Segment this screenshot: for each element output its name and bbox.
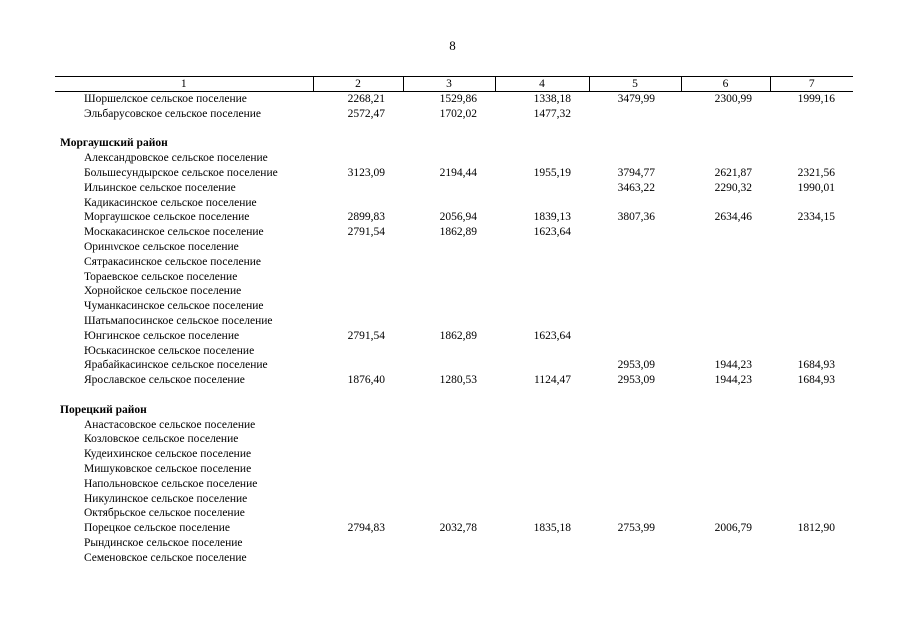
- value-cell-col-3: [403, 284, 495, 299]
- value-cell-col-7: [770, 240, 853, 255]
- value-cell-col-5: [589, 506, 681, 521]
- value-cell-col-3: [403, 506, 495, 521]
- value-cell-col-4: 1835,18: [533, 522, 571, 535]
- value-cell-col-5: [589, 447, 681, 462]
- value-cell-col-5: [589, 477, 681, 492]
- value-cell-col-6: [681, 418, 770, 433]
- value-cell-col-7: [770, 299, 853, 314]
- value-cell-col-6: [681, 477, 770, 492]
- page-number: 8: [449, 38, 456, 53]
- column-header: 4: [495, 77, 589, 92]
- value-cell-col-2: [313, 358, 403, 373]
- value-cell-col-2: [313, 299, 403, 314]
- value-cell-col-6: [681, 196, 770, 211]
- table-row: [55, 418, 853, 433]
- value-cell-col-6: [681, 506, 770, 521]
- spacer-row: [55, 388, 853, 403]
- value-cell-col-3: [403, 344, 495, 359]
- value-cell-col-5: [589, 462, 681, 477]
- value-cell-col-5: [589, 551, 681, 566]
- value-cell-col-7: [770, 432, 853, 447]
- settlement-name: Хорнойское сельское поселение: [84, 285, 242, 298]
- value-cell-col-6: [681, 551, 770, 566]
- value-cell-col-4: 1839,13: [533, 211, 571, 224]
- value-cell-col-7: 2321,56: [797, 166, 835, 179]
- value-cell-col-2: [313, 506, 403, 521]
- value-cell-col-2: [313, 477, 403, 492]
- value-cell-col-3: [403, 314, 495, 329]
- value-cell-col-4: [495, 447, 589, 462]
- value-cell-col-7: [770, 196, 853, 211]
- value-cell-col-4: [495, 492, 589, 507]
- table-row: [55, 358, 853, 373]
- value-cell-col-5: [589, 329, 681, 344]
- spacer-cell: [55, 122, 853, 137]
- value-cell-col-2: 2572,47: [347, 107, 385, 120]
- settlement-name: Юнгинское сельское поселение: [84, 329, 240, 342]
- value-cell-col-3: [403, 551, 495, 566]
- settlement-name: Ярославское сельское поселение: [84, 374, 245, 387]
- value-cell-col-6: [681, 314, 770, 329]
- value-cell-col-3: [403, 432, 495, 447]
- table-header-row: [55, 77, 853, 92]
- value-cell-col-6: 2006,79: [714, 522, 752, 535]
- value-cell-col-2: 2899,83: [347, 211, 385, 224]
- settlement-name: Кадикасинское сельское поселение: [84, 196, 257, 209]
- settlement-name: Шатьмапосинское сельское поселение: [84, 314, 273, 327]
- value-cell-col-6: 2634,46: [714, 211, 752, 224]
- table-row: [55, 225, 853, 240]
- value-cell-col-4: [495, 462, 589, 477]
- settlement-name: Сятракасинское сельское поселение: [84, 255, 261, 268]
- value-cell-col-6: [681, 240, 770, 255]
- value-cell-col-6: [681, 107, 770, 122]
- settlement-name: Юськасинское сельское поселение: [84, 344, 255, 357]
- value-cell-col-3: [403, 358, 495, 373]
- table-row: [55, 462, 853, 477]
- value-cell-col-3: [403, 477, 495, 492]
- value-cell-col-3: [403, 240, 495, 255]
- settlement-name: Рындинское сельское поселение: [84, 536, 243, 549]
- value-cell-col-6: 2290,32: [714, 181, 752, 194]
- value-cell-col-2: [313, 418, 403, 433]
- value-cell-col-6: [681, 284, 770, 299]
- table-row: [55, 329, 853, 344]
- settlement-name: Октябрьское сельское поселение: [84, 507, 245, 520]
- value-cell-col-3: [403, 299, 495, 314]
- table-row: [55, 210, 853, 225]
- value-cell-col-6: [681, 151, 770, 166]
- value-cell-col-2: [313, 181, 403, 196]
- value-cell-col-2: [313, 447, 403, 462]
- value-cell-col-2: [313, 462, 403, 477]
- table-row: [55, 240, 853, 255]
- value-cell-col-4: [495, 432, 589, 447]
- value-cell-col-2: 3123,09: [347, 166, 385, 179]
- value-cell-col-5: [589, 225, 681, 240]
- value-cell-col-7: [770, 536, 853, 551]
- value-cell-col-7: 1990,01: [797, 181, 835, 194]
- value-cell-col-4: [495, 299, 589, 314]
- value-cell-col-2: 1876,40: [347, 374, 385, 387]
- value-cell-col-2: [313, 240, 403, 255]
- value-cell-col-5: 2953,09: [617, 374, 655, 387]
- table-row: [55, 270, 853, 285]
- value-cell-col-5: [589, 196, 681, 211]
- value-cell-col-2: [313, 551, 403, 566]
- value-cell-col-2: 2791,54: [347, 329, 385, 342]
- value-cell-col-5: [589, 151, 681, 166]
- value-cell-col-6: 1944,23: [714, 359, 752, 372]
- table-row: [55, 506, 853, 521]
- value-cell-col-4: [495, 418, 589, 433]
- value-cell-col-4: [495, 344, 589, 359]
- value-cell-col-7: 1812,90: [797, 522, 835, 535]
- table-row: [55, 447, 853, 462]
- value-cell-col-3: 1862,89: [439, 329, 477, 342]
- value-cell-col-5: [589, 299, 681, 314]
- column-header: 3: [403, 77, 495, 92]
- table-body: [55, 92, 853, 566]
- value-cell-col-4: 1623,64: [533, 329, 571, 342]
- value-cell-col-4: [495, 536, 589, 551]
- value-cell-col-2: [313, 536, 403, 551]
- value-cell-col-6: [681, 432, 770, 447]
- value-cell-col-6: [681, 225, 770, 240]
- value-cell-col-4: 1623,64: [533, 226, 571, 239]
- district-heading: Порецкий район: [60, 403, 147, 416]
- value-cell-col-7: 1999,16: [797, 93, 835, 105]
- value-cell-col-6: [681, 447, 770, 462]
- value-cell-col-2: [313, 255, 403, 270]
- value-cell-col-5: [589, 314, 681, 329]
- value-cell-col-6: 1944,23: [714, 374, 752, 387]
- table-row: [55, 166, 853, 181]
- value-cell-col-5: [589, 492, 681, 507]
- value-cell-col-3: [403, 151, 495, 166]
- column-header: 1: [55, 77, 313, 92]
- value-cell-col-2: 2794,83: [347, 522, 385, 535]
- table-row: [55, 151, 853, 166]
- table-row: [55, 284, 853, 299]
- table-row: [55, 299, 853, 314]
- value-cell-col-7: [770, 344, 853, 359]
- value-cell-col-2: [313, 344, 403, 359]
- value-cell-col-6: 2300,99: [714, 93, 752, 105]
- table-row: [55, 536, 853, 551]
- value-cell-col-6: [681, 299, 770, 314]
- settlement-name: Тораевское сельское поселение: [84, 270, 238, 283]
- value-cell-col-7: [770, 492, 853, 507]
- value-cell-col-2: 2791,54: [347, 226, 385, 239]
- table-row: [55, 492, 853, 507]
- value-cell-col-5: 3807,36: [617, 211, 655, 224]
- value-cell-col-3: [403, 536, 495, 551]
- value-cell-col-6: [681, 492, 770, 507]
- value-cell-col-4: [495, 314, 589, 329]
- settlement-name: Ярабайкасинское сельское поселение: [84, 359, 268, 372]
- value-cell-col-3: [403, 462, 495, 477]
- value-cell-col-2: [313, 432, 403, 447]
- value-cell-col-7: [770, 462, 853, 477]
- value-cell-col-7: [770, 329, 853, 344]
- value-cell-col-2: [313, 314, 403, 329]
- value-cell-col-4: [495, 151, 589, 166]
- settlement-name: Анастасовское сельское поселение: [84, 418, 256, 431]
- value-cell-col-4: [495, 255, 589, 270]
- value-cell-col-5: 3479,99: [617, 93, 655, 105]
- settlement-name: Мишуковское сельское поселение: [84, 462, 252, 475]
- value-cell-col-3: 2056,94: [439, 211, 477, 224]
- value-cell-col-5: 3463,22: [617, 181, 655, 194]
- table-row: [55, 181, 853, 196]
- value-cell-col-5: 3794,77: [617, 166, 655, 179]
- settlement-name: Александровское сельское поселение: [84, 152, 268, 165]
- value-cell-col-7: [770, 506, 853, 521]
- value-cell-col-2: [313, 284, 403, 299]
- settlement-name: Чуманкасинское сельское поселение: [84, 300, 264, 313]
- value-cell-col-6: [681, 270, 770, 285]
- value-cell-col-7: 2334,15: [797, 211, 835, 224]
- value-cell-col-7: [770, 270, 853, 285]
- value-cell-col-2: [313, 492, 403, 507]
- value-cell-col-6: [681, 462, 770, 477]
- value-cell-col-3: 1280,53: [439, 374, 477, 387]
- district-heading-row: [55, 136, 853, 151]
- value-cell-col-3: 1702,02: [439, 107, 477, 120]
- value-cell-col-7: [770, 107, 853, 122]
- value-cell-col-5: [589, 344, 681, 359]
- value-cell-col-7: [770, 151, 853, 166]
- value-cell-col-3: [403, 196, 495, 211]
- settlement-name: Оринινское сельское поселение: [84, 240, 239, 253]
- value-cell-col-6: [681, 255, 770, 270]
- value-cell-col-3: 2194,44: [439, 166, 477, 179]
- value-cell-col-6: [681, 536, 770, 551]
- settlement-name: Моргаушское сельское поселение: [84, 211, 250, 224]
- value-cell-col-5: [589, 240, 681, 255]
- settlement-name: Напольновское сельское поселение: [84, 477, 258, 490]
- column-header: 2: [313, 77, 403, 92]
- value-cell-col-7: [770, 551, 853, 566]
- district-heading: Моргаушский район: [60, 137, 168, 150]
- value-cell-col-5: [589, 418, 681, 433]
- value-cell-col-5: [589, 107, 681, 122]
- value-cell-col-6: [681, 344, 770, 359]
- value-cell-col-3: [403, 492, 495, 507]
- value-cell-col-4: [495, 477, 589, 492]
- value-cell-col-4: [495, 551, 589, 566]
- value-cell-col-5: 2953,09: [617, 359, 655, 372]
- value-cell-col-7: [770, 477, 853, 492]
- value-cell-col-4: [495, 181, 589, 196]
- value-cell-col-3: [403, 270, 495, 285]
- value-cell-col-3: [403, 418, 495, 433]
- table-row: [55, 432, 853, 447]
- value-cell-col-6: 2621,87: [714, 166, 752, 179]
- table-row: [55, 107, 853, 122]
- settlement-name: Ильинское сельское поселение: [84, 181, 236, 194]
- settlement-name: Никулинское сельское поселение: [84, 492, 248, 505]
- table-row: [55, 196, 853, 211]
- value-cell-col-5: [589, 255, 681, 270]
- table-row: [55, 551, 853, 566]
- table-row: [55, 373, 853, 388]
- value-cell-col-2: [313, 196, 403, 211]
- value-cell-col-4: [495, 270, 589, 285]
- value-cell-col-2: 2268,21: [347, 93, 385, 105]
- value-cell-col-2: [313, 151, 403, 166]
- value-cell-col-2: [313, 270, 403, 285]
- value-cell-col-5: [589, 432, 681, 447]
- column-header: 5: [589, 77, 681, 92]
- value-cell-col-7: [770, 284, 853, 299]
- table-row: [55, 314, 853, 329]
- table-row: [55, 92, 853, 107]
- value-cell-col-4: [495, 196, 589, 211]
- value-cell-col-3: [403, 447, 495, 462]
- value-cell-col-5: [589, 284, 681, 299]
- value-cell-col-7: [770, 255, 853, 270]
- settlement-name: Эльбарусовское сельское поселение: [84, 107, 262, 120]
- table-row: [55, 344, 853, 359]
- value-cell-col-4: [495, 284, 589, 299]
- value-cell-col-7: [770, 314, 853, 329]
- column-header: 7: [770, 77, 853, 92]
- value-cell-col-4: 1338,18: [533, 93, 571, 105]
- value-cell-col-4: 1955,19: [533, 166, 571, 179]
- settlement-name: Семеновское сельское поселение: [84, 551, 247, 564]
- table-row: [55, 477, 853, 492]
- value-cell-col-5: [589, 270, 681, 285]
- value-cell-col-4: [495, 240, 589, 255]
- value-cell-col-3: [403, 255, 495, 270]
- table-row: [55, 521, 853, 536]
- value-cell-col-4: 1124,47: [534, 374, 571, 387]
- value-cell-col-3: 1862,89: [439, 226, 477, 239]
- tariff-table: [55, 76, 853, 566]
- settlement-name: Большесундырское сельское поселение: [84, 166, 278, 179]
- column-header: 6: [681, 77, 770, 92]
- value-cell-col-3: 1529,86: [439, 93, 477, 105]
- table-row: [55, 255, 853, 270]
- value-cell-col-5: [589, 536, 681, 551]
- value-cell-col-4: [495, 358, 589, 373]
- value-cell-col-7: [770, 418, 853, 433]
- district-heading-row: [55, 403, 853, 418]
- value-cell-col-4: 1477,32: [533, 107, 571, 120]
- value-cell-col-7: [770, 447, 853, 462]
- value-cell-col-3: [403, 181, 495, 196]
- value-cell-col-3: 2032,78: [439, 522, 477, 535]
- value-cell-col-5: 2753,99: [617, 522, 655, 535]
- spacer-row: [55, 122, 853, 137]
- value-cell-col-4: [495, 506, 589, 521]
- settlement-name: Шоршелское сельское поселение: [84, 93, 247, 105]
- settlement-name: Порецкое сельское поселение: [84, 522, 231, 535]
- settlement-name: Козловское сельское поселение: [84, 433, 239, 446]
- value-cell-col-7: 1684,93: [797, 359, 835, 372]
- spacer-cell: [55, 388, 853, 403]
- value-cell-col-7: [770, 225, 853, 240]
- value-cell-col-7: 1684,93: [797, 374, 835, 387]
- settlement-name: Москакасинское сельское поселение: [84, 226, 264, 239]
- value-cell-col-6: [681, 329, 770, 344]
- settlement-name: Кудеихинское сельское поселение: [84, 448, 252, 461]
